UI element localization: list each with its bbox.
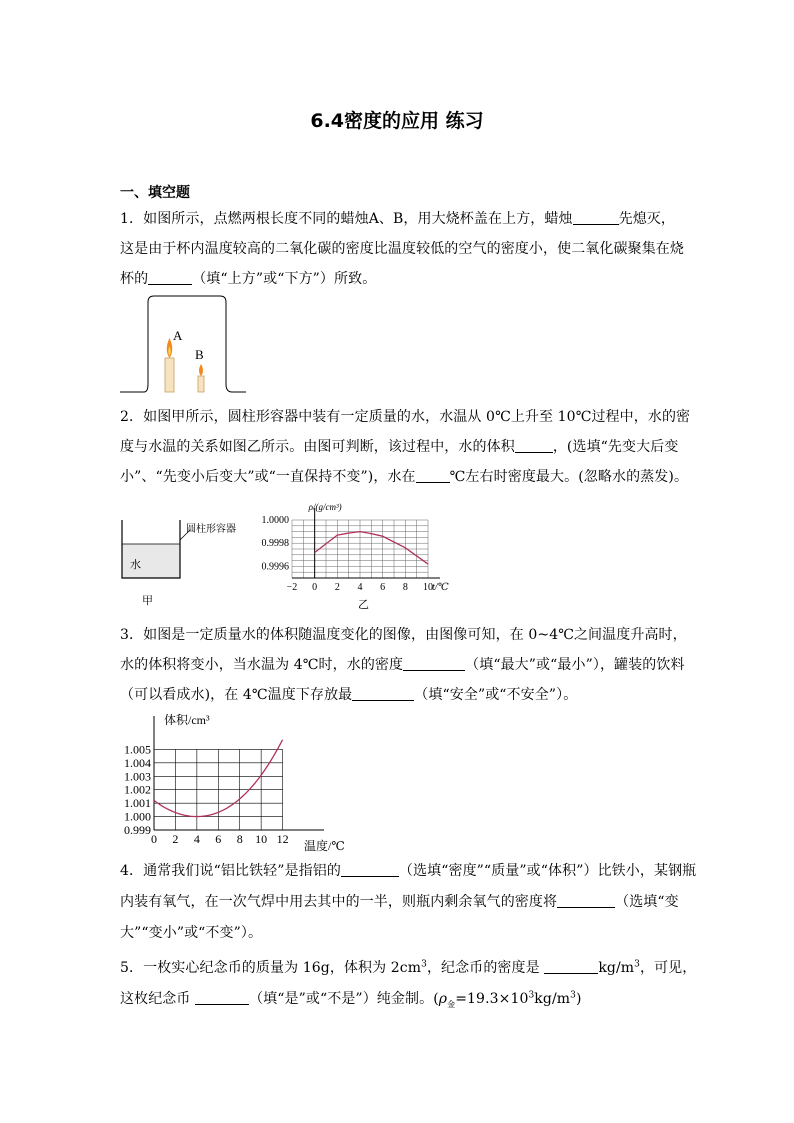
x-tick-label: 6 <box>215 832 222 846</box>
container-label: 圆柱形容器 <box>186 524 236 535</box>
q1-line3: 杯的 （填“上方”或“下方”）所致。 <box>120 271 377 287</box>
q5-line2: 这枚纪念币 （填“是”或“不是”）纯金制。$(\rho_金=19.3\times 10^3kg/m^3)$ <box>120 990 582 1009</box>
q5-blank2[interactable] <box>195 990 249 1005</box>
x-axis-label: 温度/℃ <box>304 839 345 853</box>
x-tick-label: 8 <box>402 582 408 593</box>
x-tick-label: 12 <box>276 832 289 846</box>
y-tick-label: 1.001 <box>124 796 151 811</box>
q3-line3: （可以看成水)，在 4℃温度下存放最 （填“安全”或“不安全”）。 <box>120 687 578 703</box>
candle-a <box>165 358 174 392</box>
x-tick-label: 8 <box>236 832 243 846</box>
figure-a-label: 甲 <box>142 595 153 607</box>
q4-line2: 内装有氧气，在一次气焊中用去其中的一半，则瓶内剩余氧气的密度将 （选填“变 <box>120 894 679 910</box>
q1-line1: 1．如图所示，点燃两根长度不同的蜡烛A、B，用大烧杯盖在上方，蜡烛 先熄灭， <box>120 211 676 227</box>
q1-line2: 这是由于杯内温度较高的二氧化碳的密度比温度较低的空气的密度小，使二氧化碳聚集在烧 <box>120 241 684 257</box>
density-chart <box>250 498 470 610</box>
x-tick-label: 10 <box>255 832 268 846</box>
q2-blank2[interactable] <box>416 468 450 483</box>
y-tick-label: 1.002 <box>124 782 151 797</box>
x-tick-label: −2 <box>286 582 298 593</box>
y-axis-label: ρ/(g/cm³) <box>308 502 342 512</box>
x-tick-label: 6 <box>380 582 386 593</box>
x-tick-label: 4 <box>193 832 200 846</box>
y-tick-label: 0.999 <box>124 823 151 837</box>
water-label: 水 <box>130 559 141 571</box>
x-tick-label: 4 <box>357 582 363 593</box>
figure-b-label: 乙 <box>358 598 369 611</box>
x-axis-label: t/℃ <box>432 582 449 593</box>
y-tick-label: 0.9998 <box>261 538 289 550</box>
y-axis-label: 体积/cm³ <box>164 713 210 727</box>
label-a: A <box>173 328 183 343</box>
y-tick-label: 1.0000 <box>261 515 289 526</box>
volume-chart <box>114 708 354 854</box>
q2-line1: 2．如图甲所示，圆柱形容器中装有一定质量的水，水温从 0℃上升至 10℃过程中，水的密 <box>120 409 691 425</box>
y-tick-label: 0.9996 <box>261 561 289 573</box>
q3-line2: 水的体积将变小，当水温为 4℃时，水的密度 （填“最大”或“最小”），罐装的饮料 <box>120 657 685 673</box>
q4-blank1[interactable] <box>341 862 399 877</box>
q4-line1: 4．通常我们说“铝比铁轻”是指铝的 （选填“密度”“质量”或“体积”）比铁小，某钢瓶 <box>120 863 697 879</box>
q1-blank1[interactable] <box>573 210 619 225</box>
q3-blank2[interactable] <box>352 686 414 701</box>
candle-b <box>198 376 204 392</box>
y-tick-label: 1.000 <box>124 809 151 824</box>
section-heading: 一、填空题 <box>120 185 190 201</box>
q4-line3: 大”“变小”或“不变”）。 <box>120 925 263 941</box>
y-tick-label: 1.005 <box>124 742 151 757</box>
flame-b-icon <box>199 364 203 376</box>
q2-line3: 小”、“先变小后变大”或“一直保持不变”)，水在 ℃左右时密度最大。(忽略水的蒸发)。 <box>120 469 689 485</box>
q5-blank1[interactable] <box>544 959 598 974</box>
page-title: 6.4密度的应用 练习 <box>310 110 484 132</box>
y-tick-label: 1.004 <box>124 755 151 770</box>
x-tick-label: 2 <box>172 832 179 846</box>
candle-figure <box>118 294 248 394</box>
q5-line1: 5．一枚实心纪念币的质量为 16g，体积为 $2cm^3$，纪念币的密度是 $kg/m^3$，可见， <box>120 959 697 976</box>
q1-blank2[interactable] <box>148 270 192 285</box>
y-tick-label: 1.003 <box>124 769 151 784</box>
q4-blank2[interactable] <box>557 893 615 908</box>
q2-line2: 度与水温的关系如图乙所示。由图可判断，该过程中，水的体积 ，(选填“先变大后变 <box>120 439 679 455</box>
x-tick-label: 0 <box>312 582 318 593</box>
container-figure <box>118 510 246 610</box>
q3-line1: 3．如图是一定质量水的体积随温度变化的图像，由图像可知，在 0~4℃之间温度升高时， <box>120 627 687 643</box>
x-tick-label: 0 <box>151 832 157 846</box>
q2-blank1[interactable] <box>515 438 553 453</box>
q3-blank1[interactable] <box>403 656 465 671</box>
x-tick-label: 2 <box>334 582 340 593</box>
x-tick-label: 10 <box>423 582 433 593</box>
label-b: B <box>195 347 204 362</box>
